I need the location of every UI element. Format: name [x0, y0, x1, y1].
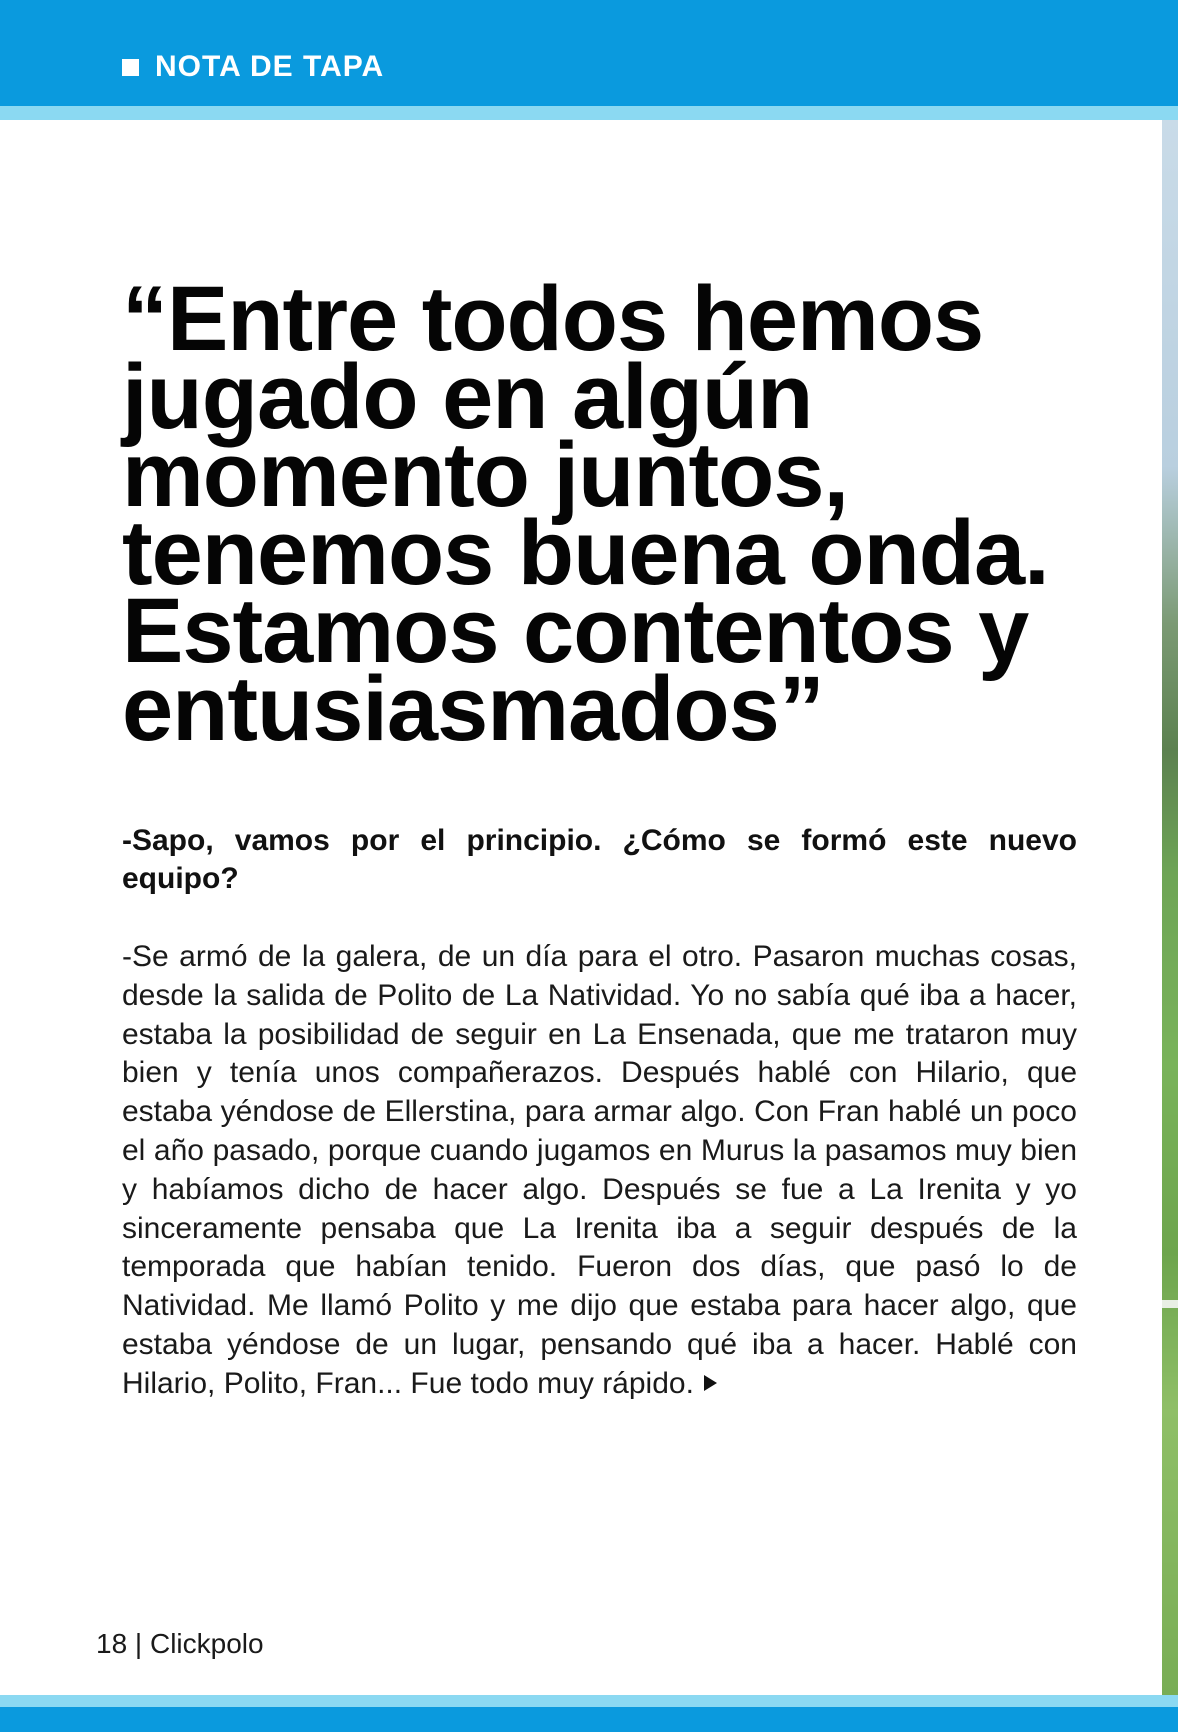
square-bullet-icon	[122, 59, 139, 76]
header-accent-stripe	[0, 106, 1178, 120]
page-footer: 18 | Clickpolo	[96, 1628, 264, 1659]
section-label: NOTA DE TAPA	[155, 50, 385, 83]
footer-accent-stripe	[0, 1695, 1178, 1707]
section-tag	[122, 50, 384, 84]
interview-answer	[122, 938, 1077, 1404]
interview-question: -Sapo, vamos por el principio. ¿Cómo se formó este nuevo equipo?	[122, 824, 1077, 895]
play-triangle-icon	[704, 1375, 717, 1391]
answer-text: -Se armó de la galera, de un día para el otro. Pasaron muchas cosas, desde la salida de Polito de La Natividad. Yo no sabía qué iba a hacer, estaba la posibilidad de seguir en La Ensenada, que me trataron muy bien y tenía unos compañerazos. Después hablé con Hilario, que estaba yéndose de Ellerstina, para armar algo. Con Fran hablé un poco el año pasado, porque cuando jugamos en Murus la pasamos muy bien y habíamos dicho de hacer algo. Después se fue a La Irenita y yo sinceramente pensaba que La Irenita iba a seguir después de la temporada que habían tenido. Fueron dos días, que pasó lo de Natividad. Me llamó Polito y me dijo que estaba para hacer algo, que estaba yéndose de un lugar, pensando qué iba a hacer. Hablé con Hilario, Polito, Fran... Fue todo muy rápido.	[122, 940, 1077, 1400]
headline-quote: “Entre todos hemos jugado en algún momento juntos, tenemos buena onda. Estamos contentos y entusiasmados”	[122, 268, 1049, 760]
photo-edge	[1162, 120, 1178, 1695]
footer-bar	[0, 1707, 1178, 1732]
